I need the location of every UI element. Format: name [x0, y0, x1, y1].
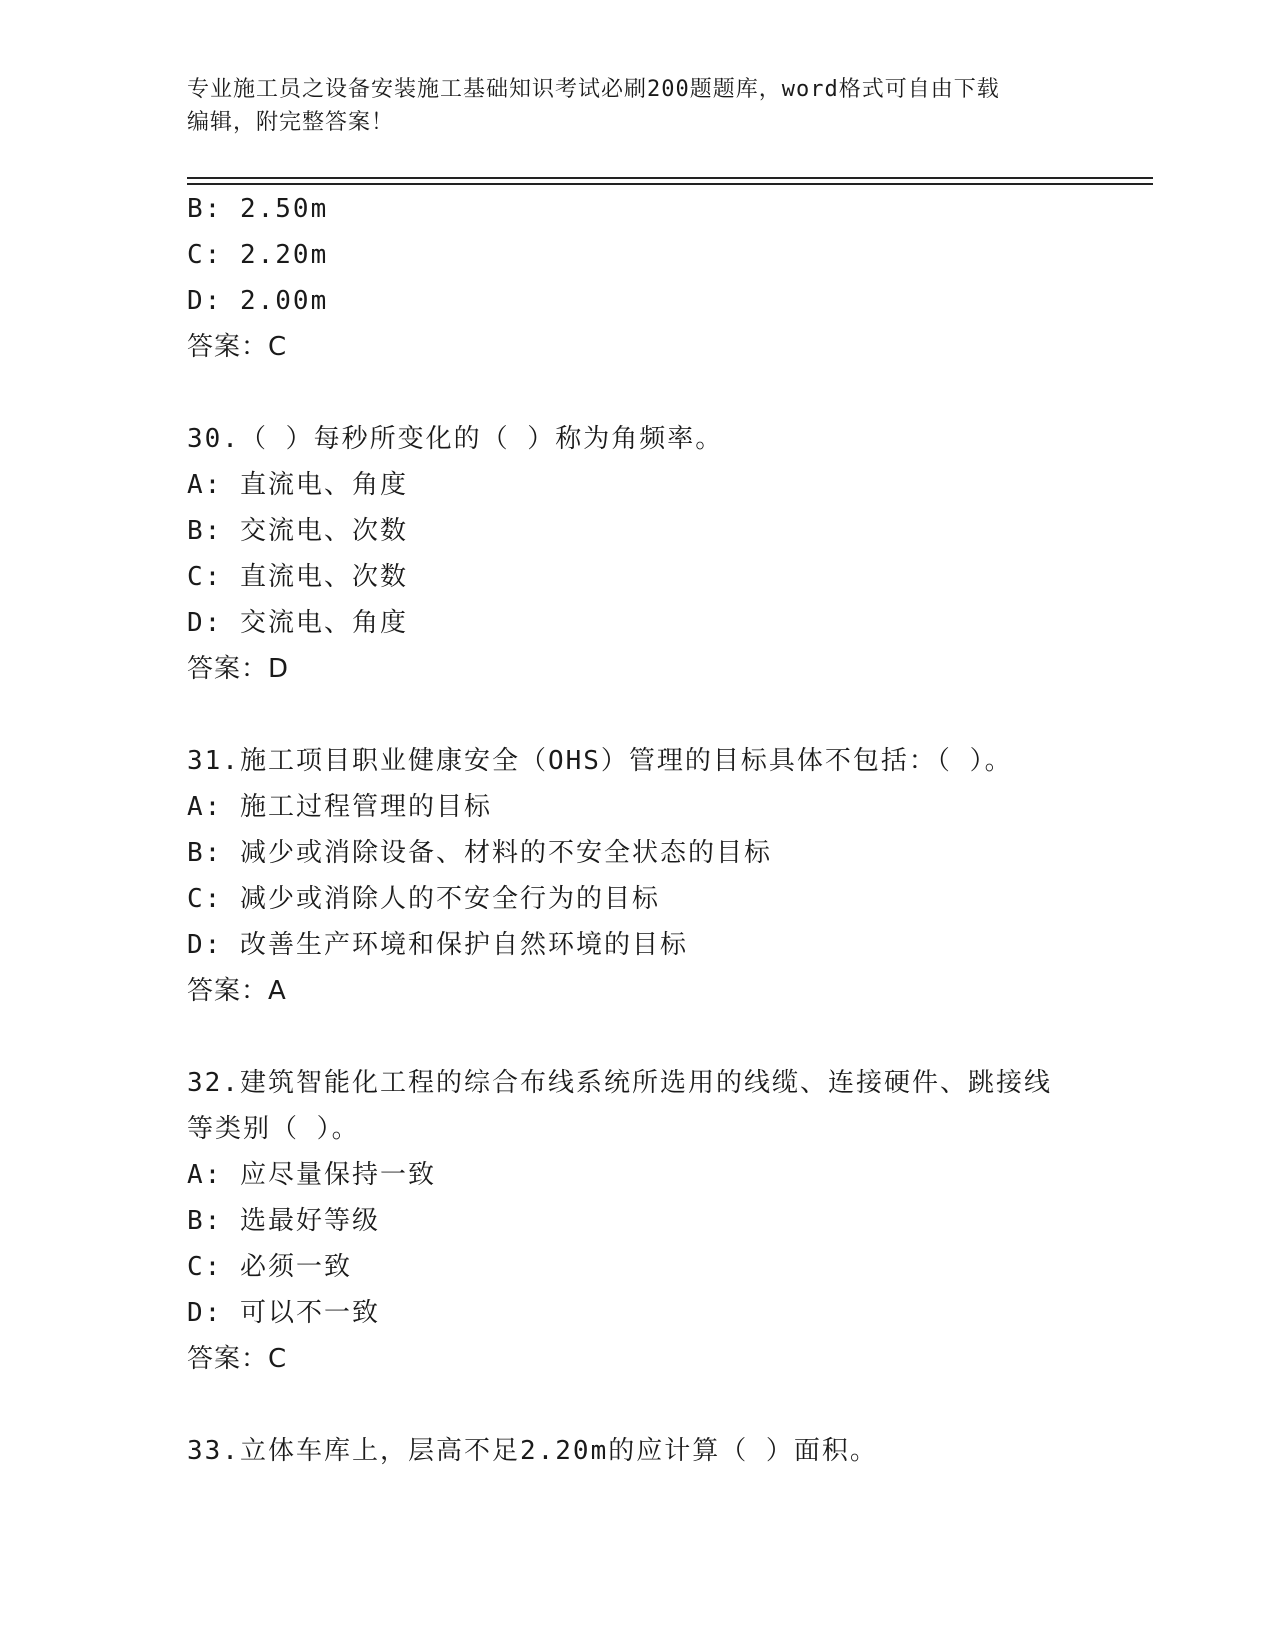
option-c: C: 减少或消除人的不安全行为的目标 [187, 884, 660, 914]
question-stem: 31.施工项目职业健康安全（OHS）管理的目标具体不包括：（ ）。 [187, 746, 1013, 776]
option-d: D: 改善生产环境和保护自然环境的目标 [187, 930, 688, 960]
option-a: A: 施工过程管理的目标 [187, 792, 492, 822]
option-d: D: 可以不一致 [187, 1298, 380, 1328]
option-c: C: 直流电、次数 [187, 562, 408, 592]
header-title-line1: 专业施工员之设备安装施工基础知识考试必刷200题题库，word格式可自由下载 [187, 77, 1000, 102]
option-a: A: 应尽量保持一致 [187, 1160, 436, 1190]
answer: 答案：C [187, 1344, 288, 1374]
answer: 答案：C [187, 332, 288, 362]
question-32 [187, 1060, 1107, 1382]
option-d: D: 2.00m [187, 286, 329, 316]
question-29-tail [187, 186, 1107, 370]
answer: 答案：A [187, 976, 287, 1006]
question-stem: 33.立体车库上，层高不足2.20m的应计算（ ）面积。 [187, 1436, 878, 1466]
option-d: D: 交流电、角度 [187, 608, 408, 638]
question-stem-line2: 等类别（ ）。 [187, 1114, 360, 1144]
question-30 [187, 416, 1107, 692]
question-33 [187, 1428, 1107, 1474]
option-a: A: 直流电、角度 [187, 470, 408, 500]
spacer [187, 370, 1107, 416]
question-31 [187, 738, 1107, 1014]
header-title-line2: 编辑，附完整答案！ [187, 110, 395, 135]
question-stem: 30.（ ）每秒所变化的（ ）称为角频率。 [187, 424, 724, 454]
spacer [187, 1014, 1107, 1060]
option-b: B: 2.50m [187, 194, 329, 224]
spacer [187, 692, 1107, 738]
option-b: B: 选最好等级 [187, 1206, 380, 1236]
question-stem-line1: 32.建筑智能化工程的综合布线系统所选用的线缆、连接硬件、跳接线 [187, 1068, 1052, 1098]
option-b: B: 交流电、次数 [187, 516, 408, 546]
header-divider-top [187, 177, 1153, 179]
answer: 答案：D [187, 654, 290, 684]
question-content [187, 186, 1107, 1474]
option-c: C: 必须一致 [187, 1252, 352, 1282]
option-b: B: 减少或消除设备、材料的不安全状态的目标 [187, 838, 772, 868]
spacer [187, 1382, 1107, 1428]
header-divider-bottom [187, 183, 1153, 185]
option-c: C: 2.20m [187, 240, 329, 270]
document-header [187, 73, 1087, 139]
